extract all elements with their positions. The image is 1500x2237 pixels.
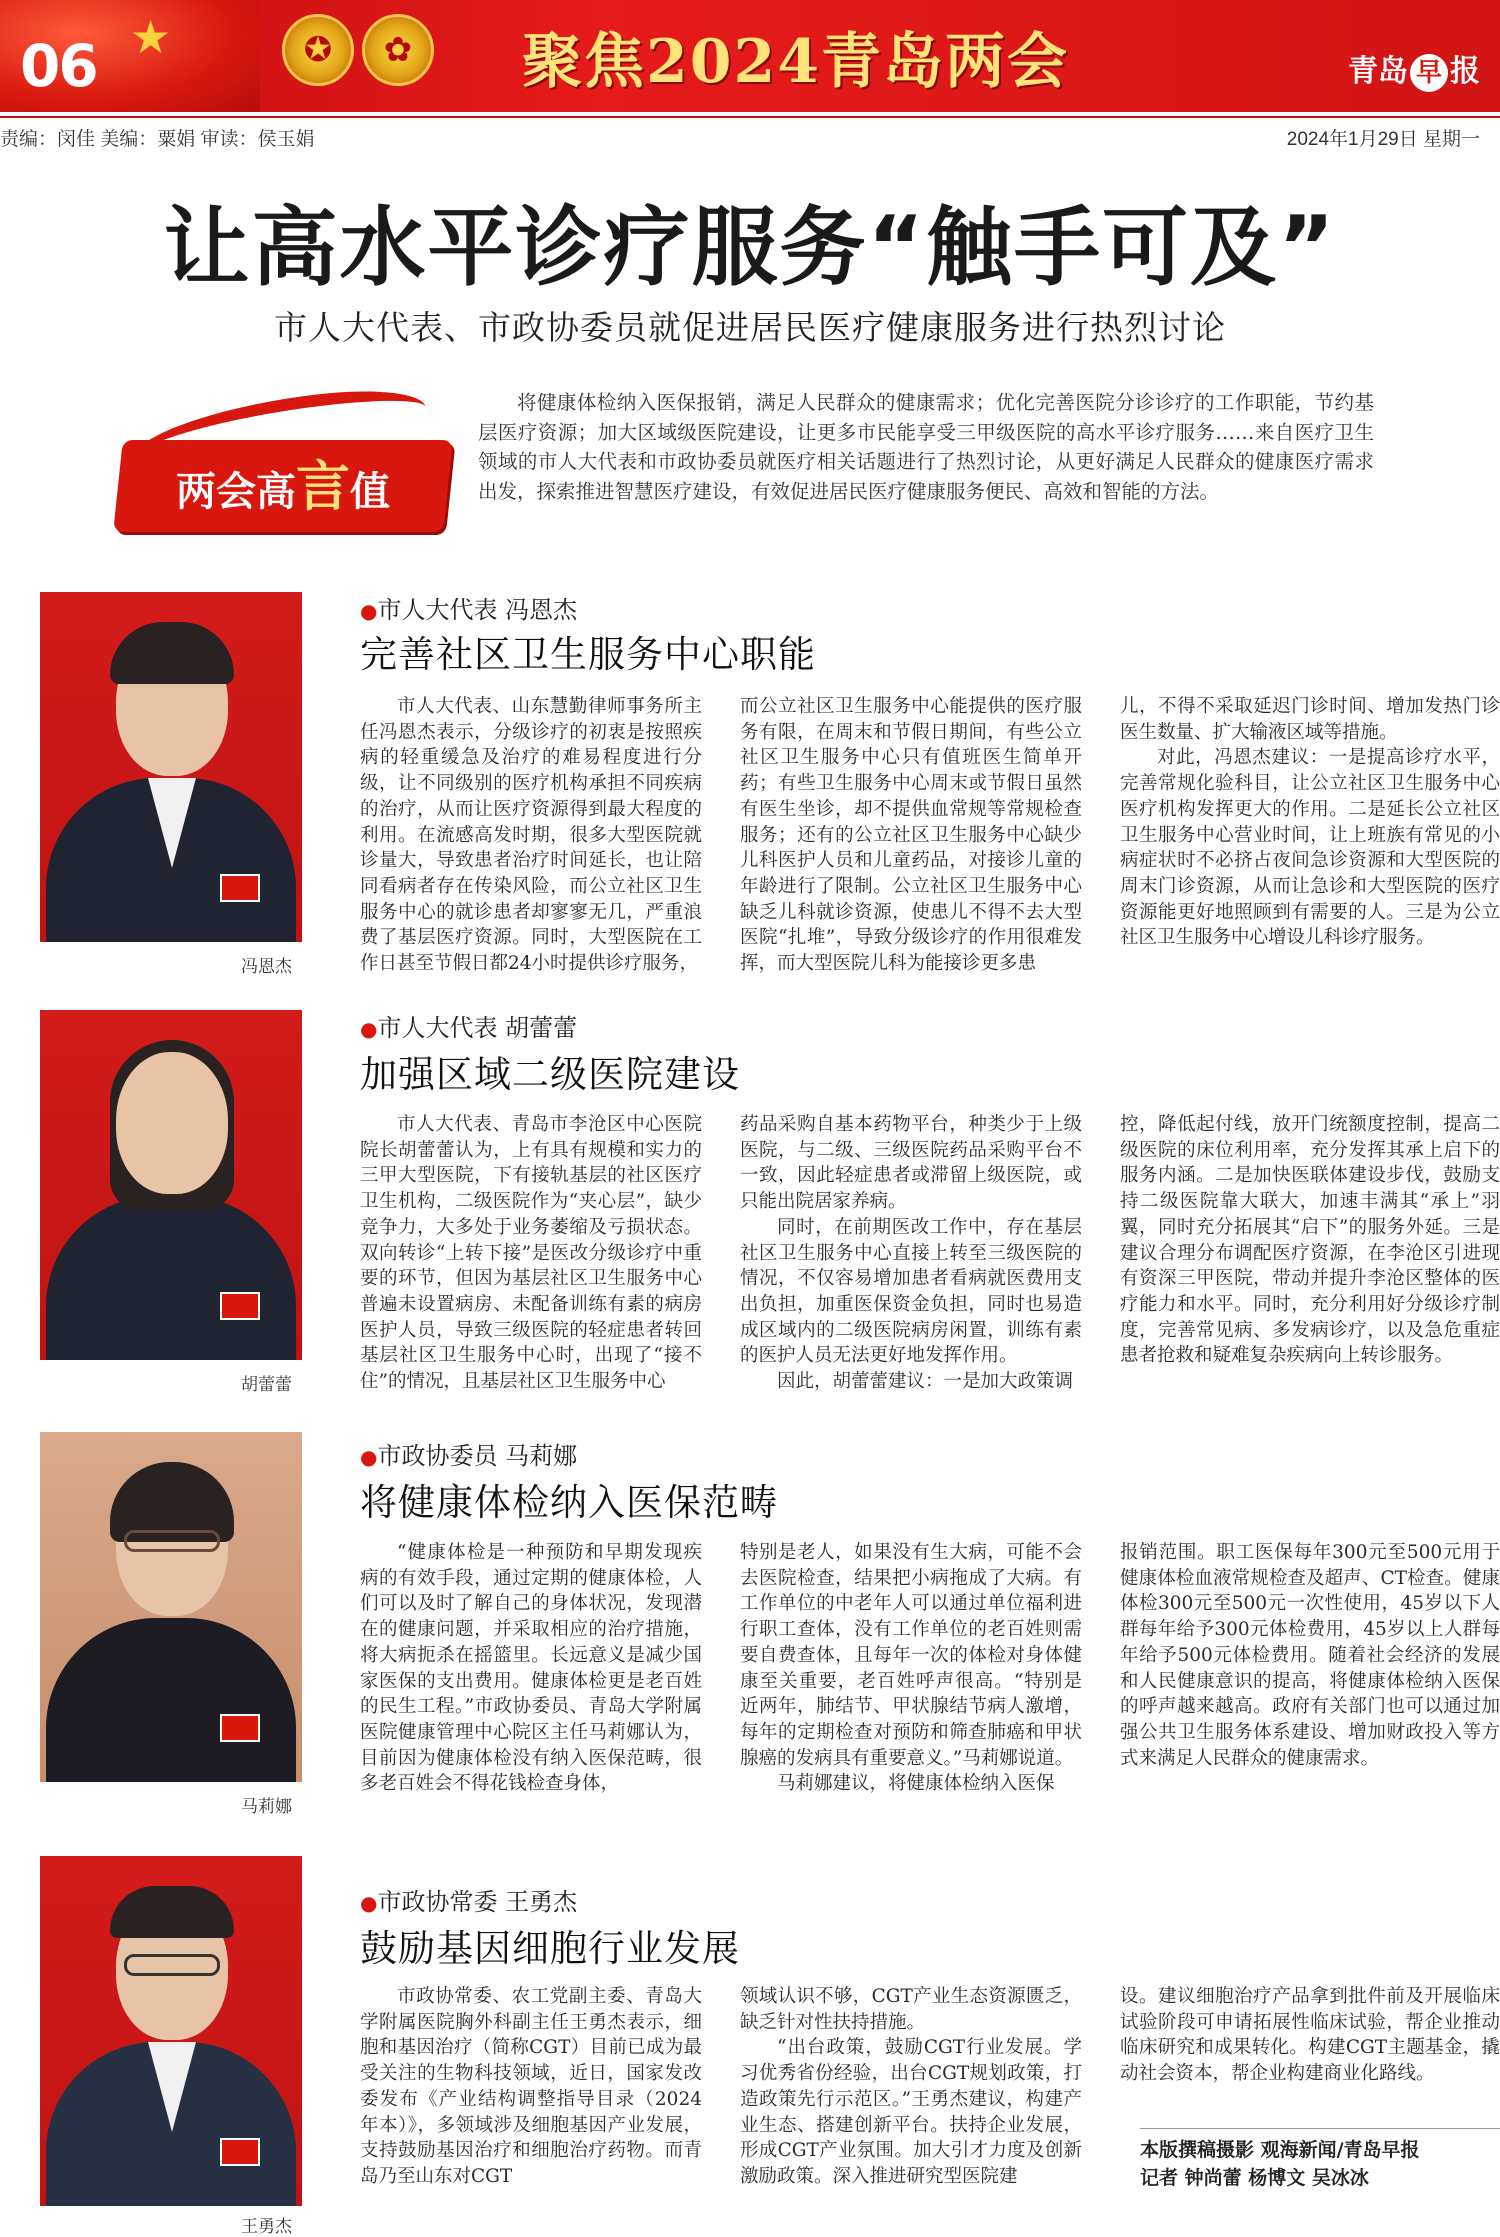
paragraph: 而公立社区卫生服务中心能提供的医疗服务有限，在周末和节假日期间，有些公立社区卫生服务中心只有值班医生简单开药；有些卫生服务中心周末或节假日虽然有医生坐诊，却不提供血常规等常规检查服务；还有的公立社区卫生服务中心缺少儿科医护人员和儿童药品，对接诊儿童的年龄进行了限制。公立社区卫生服务中心缺乏儿科就诊资源，使患儿不得不去大型医院“扎堆”，导致分级诊疗的作用很难发挥，而大型医院儿科为能接诊更多患 (740, 696, 1082, 975)
section-column (360, 1984, 702, 2190)
section-column (740, 1112, 1082, 1396)
section-column (740, 694, 1082, 978)
badge-label (118, 440, 448, 532)
section-tag: ●市人大代表 胡蕾蕾 (360, 1014, 578, 1042)
section-tag: ●市人大代表 冯恩杰 (360, 596, 578, 624)
section-column (1120, 1540, 1500, 1824)
section-column (1120, 1984, 1500, 2112)
section-column (740, 1984, 1082, 2190)
paper-logo (1348, 46, 1480, 92)
portrait-ma (40, 1432, 302, 1782)
photo-caption: 马莉娜 (241, 1797, 292, 1817)
quote-badge (118, 400, 448, 540)
section-column (360, 694, 702, 978)
paragraph: 特别是老人，如果没有生大病，可能不会去医院检查，结果把小病拖成了大病。有工作单位的中老年人可以通过单位福利进行职工查体，没有工作单位的老百姓则需要自费查体，且每年一次的体检对身体健康至关重要，老百姓呼声很高。“特别是近两年，肺结节、甲状腺结节病人激增，每年的定期检查对预防和筛查肺癌和甲状腺癌的发病具有重要意义。”马莉娜说道。 (740, 1542, 1082, 1769)
paragraph: 领域认识不够，CGT产业生态资源匮乏，缺乏针对性扶持措施。 (740, 1986, 1082, 2033)
photo-caption: 胡蕾蕾 (241, 1375, 292, 1395)
section-title: 将健康体检纳入医保范畴 (360, 1481, 778, 1524)
photo-caption: 王勇杰 (241, 2217, 292, 2237)
paper-logo-text-a: 青岛 (1348, 54, 1408, 89)
section-tag-text: 市人大代表 冯恩杰 (377, 596, 578, 624)
byline (1140, 2136, 1500, 2192)
section-tag-text: 市政协委员 马莉娜 (377, 1442, 578, 1470)
intro-paragraph: 将健康体检纳入医保报销，满足人民群众的健康需求；优化完善医院分诊诊疗的工作职能，节约基层医疗资源；加大区域级医院建设，让更多市民能享受三甲级医院的高水平诊疗服务……来自医疗卫生领域的市人大代表和市政协委员就医疗相关话题进行了热烈讨论，从更好满足人民群众的健康医疗需求出发，探索推进智慧医疗建设，有效促进居民医疗健康服务便民、高效和智能的方法。 (478, 391, 1374, 503)
portrait-feng (40, 592, 302, 942)
star-icon: ★ (130, 10, 172, 64)
section-title: 鼓励基因细胞行业发展 (360, 1927, 740, 1970)
section-column (1120, 694, 1500, 978)
portrait-wang (40, 1856, 302, 2206)
paper-logo-circle: 早 (1410, 54, 1448, 92)
paragraph: 市人大代表、山东慧勤律师事务所主任冯恩杰表示，分级诊疗的初衷是按照疾病的轻重缓急及治疗的难易程度进行分级，让不同级别的医疗机构承担不同疾病的治疗，从而让医疗资源得到最大程度的利用。在流感高发时期，很多大型医院就诊量大，导致患者治疗时间延长，也让陪同看病者存在传染风险，而公立社区卫生服务中心的就诊患者却寥寥无几，严重浪费了基层医疗资源。同时，大型医院在工作日甚至节假日都24小时提供诊疗服务， (360, 696, 702, 975)
paragraph: 儿，不得不采取延迟门诊时间、增加发热门诊医生数量、扩大输液区域等措施。 (1120, 696, 1500, 743)
editor-credits: 责编：闵佳 美编：粟娟 审读：侯玉娟 (0, 129, 315, 150)
paragraph: “出台政策，鼓励CGT行业发展。学习优秀省份经验，出台CGT规划政策，打造政策先行示范区。”王勇杰建议，构建产业生态、搭建创新平台。扶持企业发展，形成CGT产业氛围。加大引才力度及创新激励政策。深入推进研究型医院建 (740, 2037, 1082, 2187)
paragraph: 控，降低起付线，放开门统额度控制，提高二级医院的床位利用率，充分发挥其承上启下的服务内涵。二是加快医联体建设步伐，鼓励支持二级医院靠大联大，加速丰满其“承上”羽翼，同时充分拓展其“启下”的服务外延。三是建议合理分布调配医疗资源，在李沧区引进现有资深三甲医院，带动并提升李沧区整体的医疗能力和水平。同时，充分利用好分级诊疗制度，完善常见病、多发病诊疗，以及急危重症患者抢救和疑难复杂疾病向上转诊服务。 (1120, 1114, 1500, 1367)
headline: 让高水平诊疗服务“触手可及” (163, 198, 1337, 298)
banner-title: 聚焦2024青岛两会 (522, 27, 1069, 97)
credit-divider (1140, 2128, 1500, 2129)
page-number: 06 (20, 32, 97, 100)
byline-line-2: 记者 钟尚蕾 杨博文 吴冰冰 (1140, 2167, 1369, 2189)
paragraph: 报销范围。职工医保每年300元至500元用于健康体检血液常规检查及超声、CT检查。健康体检300元至500元一次性使用，45岁以下人群每年给予300元体检费用，45岁以上人群每年给予500元体检费用。随着社会经济的发展和人民健康意识的提高，将健康体检纳入医保的呼声越来越高。政府有关部门也可以通过加强公共卫生服务体系建设、增加财政投入等方式来满足人民群众的健康需求。 (1120, 1542, 1500, 1769)
photo-caption: 冯恩杰 (241, 957, 292, 977)
national-emblem-icon: ✪ (282, 14, 354, 86)
section-title: 完善社区卫生服务中心职能 (360, 633, 816, 676)
paper-logo-text-b: 报 (1450, 54, 1480, 89)
byline-line-1: 本版撰稿摄影 观海新闻/青岛早报 (1140, 2139, 1420, 2161)
section-tag-text: 市政协常委 王勇杰 (377, 1888, 578, 1916)
paragraph: 马莉娜建议，将健康体检纳入医保 (777, 1773, 1055, 1795)
section-column (740, 1540, 1082, 1824)
section-tag: ●市政协委员 马莉娜 (360, 1442, 578, 1470)
section-column (360, 1112, 702, 1396)
section-title: 加强区域二级医院建设 (360, 1053, 740, 1096)
section-tag: ●市政协常委 王勇杰 (360, 1888, 578, 1916)
section-column (1120, 1112, 1500, 1396)
paragraph: 因此，胡蕾蕾建议：一是加大政策调 (777, 1371, 1074, 1393)
subheadline: 市人大代表、市政协委员就促进居民医疗健康服务进行热烈讨论 (274, 308, 1226, 347)
paragraph: 设。建议细胞治疗产品拿到批件前及开展临床试验阶段可申请拓展性临床试验，帮企业推动临床研究和成果转化。构建CGT主题基金，撬动社会资本，帮企业构建商业化路线。 (1120, 1986, 1500, 2085)
badge-text-a: 两会高 (176, 469, 296, 515)
paragraph: 对此，冯恩杰建议：一是提高诊疗水平，完善常规化验科目，让公立社区卫生服务中心医疗机构发挥更大的作用。二是延长公立社区卫生服务中心营业时间，让上班族有常见的小病症状时不必挤占夜间急诊资源和大型医院的周末门诊资源，从而让急诊和大型医院的医疗资源能更好地照顾到有需要的人。三是为公立社区卫生服务中心增设儿科诊疗服务。 (1120, 747, 1500, 949)
paragraph: 市人大代表、青岛市李沧区中心医院院长胡蕾蕾认为，上有具有规模和实力的三甲大型医院，下有接轨基层的社区医疗卫生机构，二级医院作为“夹心层”，缺少竞争力，大多处于业务萎缩及亏损状态。双向转诊“上转下接”是医改分级诊疗中重要的环节，但因为基层社区卫生服务中心普遍未设置病房、未配备训练有素的病房医护人员，导致三级医院的轻症患者转回基层社区卫生服务中心时，出现了“接不住”的情况，且基层社区卫生服务中心 (360, 1114, 702, 1393)
header-banner (0, 0, 1500, 112)
paragraph: 市政协常委、农工党副主委、青岛大学附属医院胸外科副主任王勇杰表示，细胞和基因治疗（简称CGT）目前已成为最受关注的生物科技领域，近日，国家发改委发布《产业结构调整指导目录（2024年本）》，多领域涉及细胞基因产业发展，支持鼓励基因治疗和细胞治疗药物。而青岛乃至山东对CGT (360, 1986, 702, 2187)
paragraph: 药品采购自基本药物平台，种类少于上级医院，与二级、三级医院药品采购平台不一致，因此轻症患者或滞留上级医院，或只能出院居家养病。 (740, 1114, 1082, 1213)
badge-text-big: 言 (296, 454, 350, 518)
paragraph: “健康体检是一种预防和早期发现疾病的有效手段，通过定期的健康体检，人们可以及时了解自己的身体状况，发现潜在的健康问题，并采取相应的治疗措施，将大病扼杀在摇篮里。长远意义是减少国家医保的支出费用。健康体检更是老百姓的民生工程。”市政协委员、青岛大学附属医院健康管理中心院区主任马莉娜认为，目前因为健康体检没有纳入医保范畴，很多老百姓会不得花钱检查身体， (360, 1542, 702, 1795)
section-tag-text: 市人大代表 胡蕾蕾 (377, 1014, 578, 1042)
paragraph: 同时，在前期医改工作中，存在基层社区卫生服务中心直接上转至三级医院的情况，不仅容易增加患者看病就医费用支出负担，加重医保资金负担，同时也易造成区域内的二级医院病房闲置，训练有素的医护人员无法更好地发挥作用。 (740, 1216, 1082, 1367)
cppcc-emblem-icon: ✿ (362, 14, 434, 86)
issue-date: 2024年1月29日 星期一 (1286, 129, 1480, 150)
top-rule (0, 116, 1500, 118)
badge-text-b: 值 (350, 469, 390, 515)
section-column (360, 1540, 702, 1824)
portrait-hu (40, 1010, 302, 1360)
